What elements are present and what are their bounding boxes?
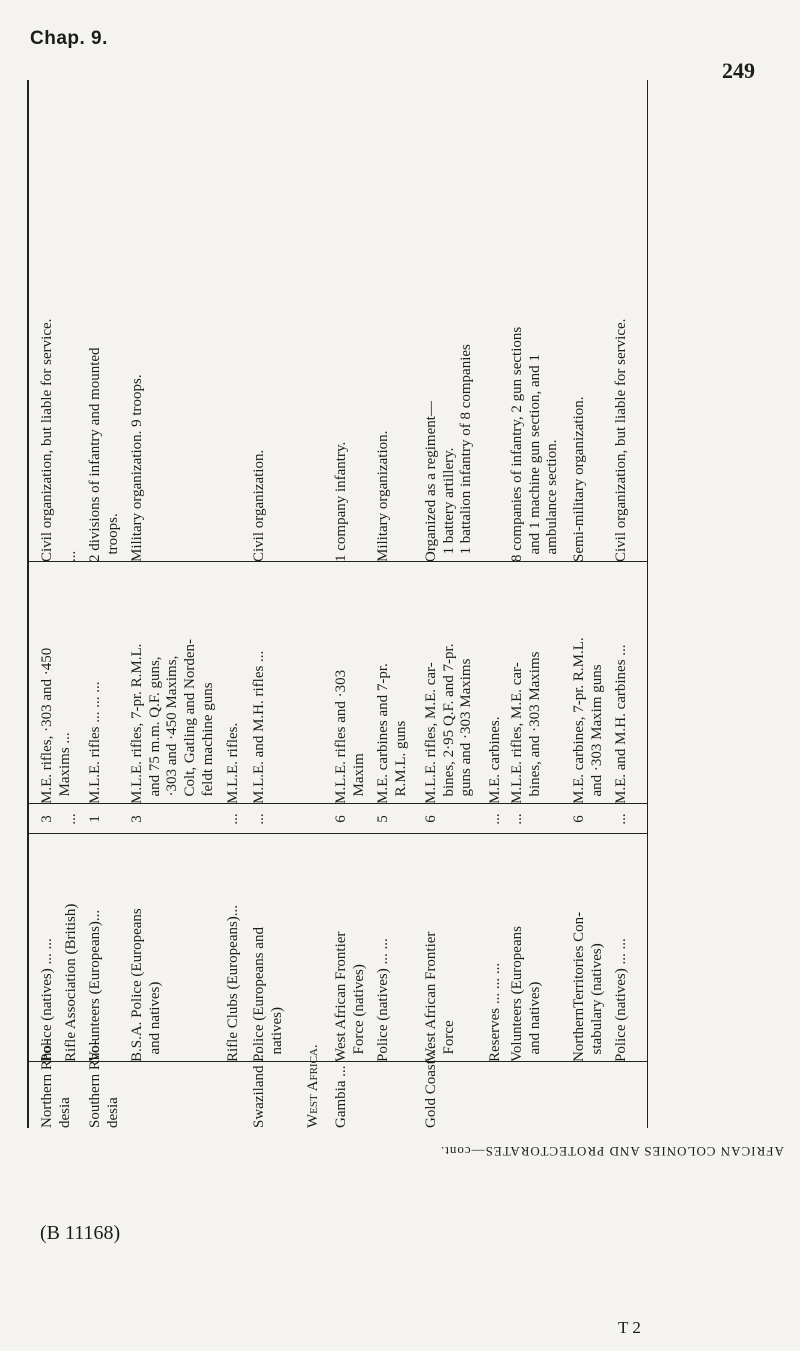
colony-cell: [251, 1050, 301, 1128]
force-cell: [251, 834, 301, 1062]
colony-cell: [423, 1045, 493, 1128]
armament-cell: [375, 562, 423, 804]
force-cell-text: NorthernTerritories Con- stabulary (natives): [571, 911, 605, 1062]
force-cell: [423, 834, 493, 1062]
force-cell-text: Volunteers (Europeans)...: [87, 909, 103, 1062]
force-cell-text: Rifle Clubs (Europeans)...: [225, 904, 241, 1062]
organization-cell: [509, 80, 577, 562]
colony-cell-text: West Africa.: [305, 1044, 321, 1128]
armament-cell: [423, 562, 493, 804]
colony-cell: [333, 1062, 381, 1128]
force-cell-text: West African Frontier Force (natives): [333, 931, 367, 1062]
armament-cell: [305, 562, 333, 804]
number-cell: [613, 804, 643, 834]
organization-cell: [571, 80, 619, 562]
armament-cell: [571, 562, 619, 804]
number-cell: [423, 804, 493, 834]
force-cell: [613, 834, 643, 1062]
number-cell-text: ...: [225, 813, 241, 825]
colony-cell-text: Southern Rho- desia: [87, 1040, 121, 1128]
armament-cell-text: M.E. and M.H. carbines ...: [613, 644, 629, 804]
number-cell: [509, 804, 577, 834]
table-bottom-rule: [647, 80, 648, 1128]
armament-cell-text: M.L.E. rifles.: [225, 722, 241, 804]
organization-cell: [251, 80, 301, 562]
colony-cell: [509, 1062, 577, 1128]
force-cell-text: Rifle Association (British): [63, 903, 79, 1062]
force-cell-text: B.S.A. Police (Europeans and natives): [129, 908, 163, 1062]
number-cell: [375, 804, 423, 834]
armament-cell-text: M.E. carbines, 7-pr. R.M.L. and ·303 Maxim guns: [571, 637, 605, 804]
armament-cell-text: M.L.E. rifles, M.E. car- bines, 2·95 Q.F. and 7-pr. guns and ·303 Maxims: [423, 643, 475, 804]
page-number: 249: [722, 58, 755, 83]
force-cell: [87, 834, 135, 1062]
armament-cell-text: M.E. carbines.: [487, 716, 503, 804]
data-table: [19, 80, 771, 1128]
force-cell-text: Police (Europeans and natives): [251, 927, 285, 1062]
number-cell-text: 1: [87, 815, 103, 823]
organization-cell-text: 2 divisions of infantry and mounted troops.: [87, 347, 121, 562]
organization-cell-text: Civil organization, but liable for service.: [39, 318, 55, 562]
force-cell-text: West African Frontier Force: [423, 931, 457, 1062]
number-cell-text: 3: [39, 815, 55, 823]
organization-cell: [375, 80, 423, 562]
armament-cell-text: M.L.E. rifles, M.E. car- bines, and ·303 Maxims: [509, 651, 543, 804]
armament-cell: [87, 562, 135, 804]
armament-cell-text: M.L.E. and M.H. rifles ...: [251, 650, 267, 804]
number-cell-text: ...: [63, 813, 79, 825]
force-cell-text: Police (natives) ... ...: [39, 938, 55, 1062]
armament-cell: [129, 562, 229, 804]
number-cell: [129, 804, 229, 834]
document-code: (B 11168): [40, 1222, 121, 1244]
number-cell: [333, 804, 381, 834]
colony-cell-text: Gold Coast ...: [423, 1045, 439, 1128]
number-cell: [305, 804, 333, 834]
force-cell: [375, 834, 423, 1062]
number-cell: [571, 804, 619, 834]
organization-cell-text: ...: [63, 550, 79, 562]
force-cell-text: Reserves ... ... ...: [487, 962, 503, 1062]
organization-cell-text: Civil organization.: [251, 449, 267, 562]
number-cell: [87, 804, 135, 834]
colony-cell: [571, 1062, 619, 1128]
armament-cell: [251, 562, 301, 804]
organization-cell: [423, 80, 493, 562]
number-cell-text: ...: [251, 813, 267, 825]
colony-cell-text: Gambia ...: [333, 1065, 349, 1128]
armament-cell: [509, 562, 577, 804]
force-cell: [129, 834, 229, 1062]
number-cell-text: 6: [423, 815, 439, 823]
organization-cell-text: Military organization. 9 troops.: [129, 374, 145, 562]
armament-cell-text: M.E. rifles, ·303 and ·450 Maxims ...: [39, 647, 73, 804]
force-cell-text: Volunteers (Europeans and natives): [509, 926, 543, 1062]
number-cell-text: ...: [487, 813, 503, 825]
colony-cell: [129, 1062, 229, 1128]
number-cell-text: 3: [129, 815, 145, 823]
number-cell: [251, 804, 301, 834]
organization-cell-text: 1 company infantry.: [333, 441, 349, 562]
number-cell-text: ...: [509, 813, 525, 825]
organization-cell: [613, 80, 643, 562]
colony-cell: [305, 1044, 333, 1128]
force-cell-text: Police (natives) ... ...: [613, 938, 629, 1062]
organization-cell: [333, 80, 381, 562]
organization-cell-text: Civil organization, but liable for service.: [613, 318, 629, 562]
number-cell-text: 6: [333, 815, 349, 823]
colony-cell: [87, 1040, 135, 1128]
organization-cell-text: 8 companies of infantry, 2 gun sections and 1 machine gun section, and 1 ambulance section.: [509, 326, 561, 562]
force-cell: [305, 834, 333, 1062]
armament-cell-text: M.L.E. rifles, 7-pr. R.M.L. and 75 m.m. Q.F. guns, ·303 and ·450 Maxims, Colt, Gatling and Norden- feldt machine guns: [129, 639, 216, 804]
armament-cell: [613, 562, 643, 804]
organization-cell: [87, 80, 135, 562]
organization-cell-text: Military organization.: [375, 430, 391, 562]
force-cell: [509, 834, 577, 1062]
force-cell: [333, 834, 381, 1062]
armament-cell-text: M.L.E. rifles and ·303 Maxim: [333, 669, 367, 804]
running-caption: AFRICAN COLONIES AND PROTECTORATES—cont.: [440, 1144, 784, 1159]
table-top-rule: [27, 80, 29, 1128]
number-cell-text: 5: [375, 815, 391, 823]
force-cell-text: Police (natives) ... ...: [375, 938, 391, 1062]
organization-cell-text: Organized as a regiment— 1 battery artillery. 1 battalion infantry of 8 companies: [423, 344, 475, 562]
organization-cell: [129, 80, 229, 562]
number-cell-text: 6: [571, 815, 587, 823]
armament-cell-text: M.L.E. rifles ... ... ...: [87, 681, 103, 804]
armament-cell-text: M.E. carbines and 7-pr. R.M.L. guns: [375, 663, 409, 804]
colony-cell-text: Northern Rho- desia: [39, 1040, 73, 1128]
force-cell: [571, 834, 619, 1062]
number-cell-text: ...: [613, 813, 629, 825]
printer-signature: T 2: [618, 1318, 641, 1337]
colony-cell: [613, 1062, 643, 1128]
organization-cell: [305, 80, 333, 562]
organization-cell-text: Semi-military organization.: [571, 396, 587, 562]
chapter-heading: Chap. 9.: [30, 28, 108, 49]
colony-cell: [375, 1062, 423, 1128]
armament-cell: [333, 562, 381, 804]
colony-cell-text: Swaziland ...: [251, 1050, 267, 1128]
